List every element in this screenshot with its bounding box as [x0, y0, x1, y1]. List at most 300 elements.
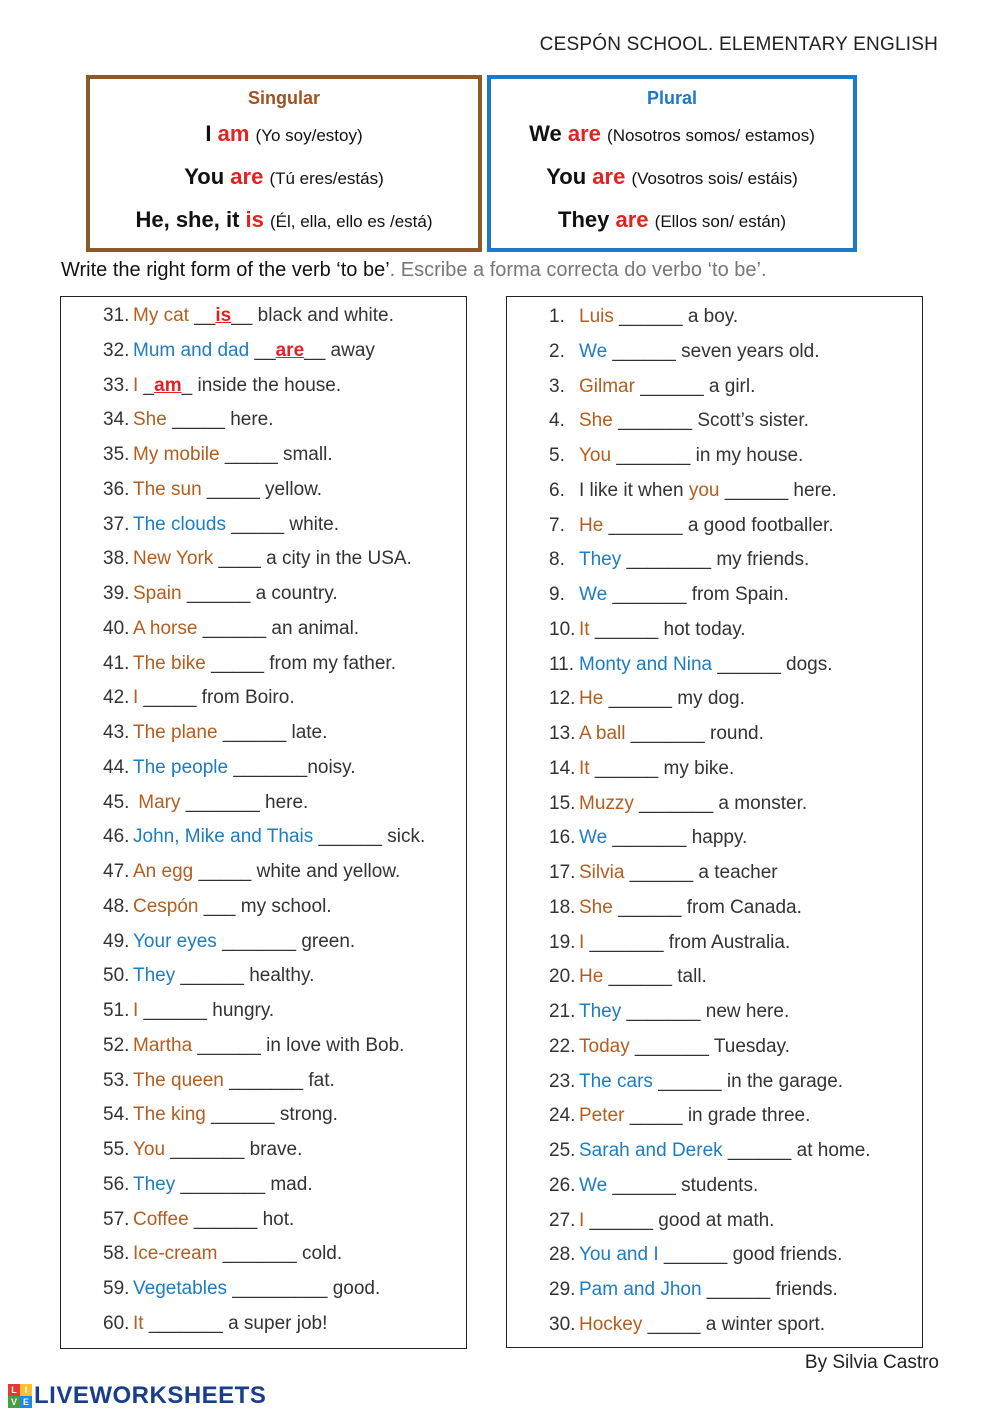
- exercise-item: [103, 1031, 404, 1061]
- exercise-text: a good footballer.: [682, 514, 834, 536]
- exercise-number: 38.: [103, 548, 130, 570]
- exercise-subject: We: [579, 1174, 608, 1196]
- exercise-text: in the garage.: [721, 1070, 844, 1092]
- exercise-number: 20.: [549, 966, 576, 988]
- verb: am: [217, 121, 250, 146]
- exercise-text: green.: [296, 930, 356, 952]
- exercise-text: dogs.: [780, 653, 833, 675]
- singular-grammar-box: [86, 75, 482, 252]
- exercise-subject: Today: [579, 1035, 630, 1057]
- answer-blank[interactable]: ______: [722, 1140, 792, 1161]
- exercise-item: [103, 1170, 313, 1200]
- exercise-item: [549, 1101, 810, 1131]
- exercise-text: my friends.: [711, 549, 810, 571]
- exercise-text: at home.: [791, 1140, 871, 1161]
- exercise-number: 10.: [549, 618, 576, 640]
- exercise-item: [103, 440, 333, 470]
- exercise-subject: They: [579, 1001, 622, 1022]
- exercise-text: a teacher: [693, 862, 778, 883]
- answer-blank[interactable]: _____: [225, 513, 285, 535]
- answer-blank[interactable]: _______: [607, 584, 687, 605]
- exercise-text: Tuesday.: [708, 1035, 790, 1057]
- exercise-item: [549, 719, 764, 749]
- grammar-row: [491, 198, 853, 241]
- answer-blank[interactable]: _______: [612, 410, 693, 432]
- verb: are: [230, 164, 264, 189]
- exercise-text: yellow.: [259, 478, 323, 500]
- answer-blank[interactable]: _____: [138, 687, 197, 709]
- exercise-text: a boy.: [682, 306, 739, 327]
- answer-blank[interactable]: _______: [603, 514, 683, 536]
- exercise-item: [549, 615, 746, 645]
- exercise-subject: Sarah and Derek: [579, 1140, 723, 1161]
- exercise-subject: Hockey: [579, 1313, 643, 1335]
- exercise-number: 58.: [103, 1243, 130, 1265]
- answer-blank[interactable]: ______: [613, 306, 683, 327]
- exercise-item: [549, 406, 809, 436]
- exercise-number: 37.: [103, 513, 130, 535]
- pronoun: You: [184, 164, 225, 189]
- instruction-spanish: . Escribe a forma correcta do verbo ‘to be’.: [389, 259, 767, 281]
- exercise-subject: They: [133, 965, 176, 987]
- exercise-text: inside the house.: [192, 374, 342, 396]
- exercise-subject: A ball: [579, 723, 626, 744]
- exercise-number: 60.: [103, 1312, 130, 1334]
- grammar-row: [90, 198, 478, 241]
- exercise-number: 22.: [549, 1035, 576, 1057]
- exercise-text: in love with Bob.: [260, 1034, 405, 1056]
- exercise-text: a monster.: [713, 792, 808, 814]
- pronoun: We: [529, 121, 562, 146]
- exercise-subject: The cars: [579, 1070, 653, 1092]
- answer-blank[interactable]: ______: [701, 1279, 771, 1300]
- exercise-subject: Mary: [133, 791, 181, 813]
- answer-blank[interactable]: _____: [624, 1105, 683, 1127]
- exercise-text: tall.: [671, 966, 707, 988]
- answer-blank[interactable]: ______: [197, 617, 267, 639]
- exercise-subject: You: [133, 1139, 166, 1160]
- exercise-subject: My mobile: [133, 444, 220, 465]
- answer-blank[interactable]: ______: [634, 375, 704, 397]
- answer-blank[interactable]: _____: [201, 478, 260, 500]
- exercise-number: 50.: [103, 965, 130, 987]
- exercise-item: [103, 475, 322, 505]
- translation: (Él, ella, ello es /está): [270, 212, 433, 231]
- answer-blank[interactable]: _______: [228, 756, 308, 778]
- author-credit: By Silvia Castro: [804, 1352, 939, 1373]
- exercise-number: 16.: [549, 827, 576, 849]
- exercise-subject: She: [133, 409, 167, 431]
- exercise-number: 33.: [103, 374, 130, 396]
- exercise-number: 1.: [549, 306, 565, 327]
- exercise-item: [549, 893, 802, 923]
- exercise-item: [549, 928, 790, 958]
- exercise-item: [549, 1275, 838, 1305]
- exercise-subject: The clouds: [133, 513, 226, 535]
- pronoun: I: [205, 121, 212, 146]
- exercise-text: cold.: [296, 1243, 343, 1265]
- exercise-number: 15.: [549, 792, 576, 814]
- exercise-text: friends.: [770, 1279, 838, 1300]
- exercise-number: 46.: [103, 826, 130, 848]
- exercise-item: [103, 336, 375, 366]
- exercise-item: [549, 789, 807, 819]
- exercise-item: [549, 545, 809, 575]
- grammar-row: [90, 112, 478, 155]
- exercise-subject: Pam and Jhon: [579, 1279, 702, 1300]
- exercise-item: [103, 1309, 327, 1339]
- exercise-number: 31.: [103, 305, 130, 326]
- exercise-item: [549, 1032, 790, 1062]
- answer-blank[interactable]: ______: [188, 1208, 258, 1230]
- exercise-number: 55.: [103, 1139, 130, 1160]
- answer-blank[interactable]: _______: [217, 1243, 297, 1265]
- exercise-number: 40.: [103, 617, 130, 639]
- answer-blank[interactable]: _: [138, 374, 155, 396]
- exercise-text: in grade three.: [682, 1105, 811, 1127]
- exercise-text: Scott’s sister.: [692, 410, 809, 432]
- exercise-text: a girl.: [703, 375, 756, 397]
- grammar-row: [90, 155, 478, 198]
- exercise-number: 51.: [103, 1000, 130, 1021]
- exercise-column-left: [60, 296, 467, 1349]
- exercise-item: [549, 372, 755, 402]
- verb: are: [567, 121, 601, 146]
- exercise-text: a city in the USA.: [260, 548, 412, 570]
- answer-blank[interactable]: _______: [629, 1035, 709, 1057]
- answer-blank[interactable]: _______: [584, 931, 664, 953]
- exercise-text: brave.: [244, 1139, 303, 1160]
- exercise-text: good friends.: [727, 1244, 843, 1266]
- exercise-item: [103, 614, 359, 644]
- exercise-item: [549, 823, 747, 853]
- answer-blank[interactable]: ______: [205, 1104, 275, 1126]
- exercise-number: 29.: [549, 1279, 576, 1300]
- answer-blank[interactable]: ___: [198, 895, 236, 917]
- exercise-item: [103, 579, 338, 609]
- exercise-text: white.: [284, 513, 339, 535]
- answer-blank[interactable]: ______: [607, 340, 676, 362]
- answer-blank[interactable]: _______: [143, 1312, 223, 1334]
- answer-blank[interactable]: ______: [658, 1244, 728, 1266]
- answer-blank[interactable]: ______: [584, 1209, 653, 1231]
- exercise-item: [103, 649, 396, 679]
- liveworksheets-logo: [8, 1383, 266, 1409]
- exercise-item: [549, 441, 803, 471]
- exercise-subject: We: [579, 584, 608, 605]
- answer-blank[interactable]: ______: [192, 1034, 261, 1056]
- exercise-subject: Luis: [579, 306, 614, 327]
- translation: (Tú eres/estás): [269, 169, 384, 188]
- exercise-subject: Monty and Nina: [579, 653, 713, 675]
- answer-blank[interactable]: ______: [712, 653, 781, 675]
- exercise-item: [103, 1100, 338, 1130]
- exercise-number: 59.: [103, 1278, 130, 1299]
- exercise-item: [103, 510, 339, 540]
- answer-blank[interactable]: ______: [652, 1070, 722, 1092]
- exercise-text: happy.: [686, 827, 748, 849]
- answer-blank[interactable]: _______: [216, 930, 297, 952]
- exercise-text: strong.: [274, 1104, 338, 1126]
- exercise-text: round.: [704, 723, 764, 744]
- answer-blank[interactable]: ______: [589, 757, 659, 779]
- answer-blank[interactable]: ______: [624, 862, 694, 883]
- exercise-text: here.: [788, 479, 837, 501]
- exercise-subject: We: [579, 827, 608, 849]
- verb: are: [615, 207, 649, 232]
- translation: (Nosotros somos/ estamos): [607, 126, 815, 145]
- exercise-text: I like it when: [579, 479, 689, 501]
- exercise-number: 53.: [103, 1069, 130, 1091]
- verb: is: [245, 207, 264, 232]
- answer-blank[interactable]: ______: [138, 1000, 207, 1021]
- answer-blank[interactable]: _______: [607, 827, 687, 849]
- exercise-text: good at math.: [652, 1209, 775, 1231]
- exercise-text: from Canada.: [681, 896, 802, 918]
- translation: (Yo soy/estoy): [255, 126, 363, 145]
- grammar-row: [491, 155, 853, 198]
- exercise-subject: New York: [133, 548, 214, 570]
- answer-blank[interactable]: ________: [621, 549, 712, 571]
- exercise-subject: Martha: [133, 1034, 193, 1056]
- exercise-subject: I: [579, 1209, 585, 1231]
- exercise-text: hot.: [257, 1208, 295, 1230]
- exercise-text: my school.: [235, 895, 332, 917]
- answer-blank[interactable]: __: [304, 339, 326, 361]
- exercise-subject: The bike: [133, 652, 206, 674]
- filled-answer[interactable]: is: [215, 305, 232, 326]
- exercise-item: [103, 1274, 380, 1304]
- logo-text: LIVEWORKSHEETS: [34, 1382, 267, 1409]
- exercise-item: [549, 337, 820, 367]
- exercise-text: mad.: [265, 1173, 313, 1195]
- exercise-number: 47.: [103, 861, 130, 882]
- exercise-item: [103, 1135, 302, 1165]
- exercise-item: [103, 1239, 342, 1269]
- exercise-item: [103, 857, 400, 887]
- answer-blank[interactable]: ____: [213, 548, 261, 570]
- answer-blank[interactable]: _______: [223, 1069, 304, 1091]
- exercise-item: [549, 1136, 871, 1166]
- exercise-number: 5.: [549, 445, 565, 466]
- exercise-item: [103, 405, 274, 435]
- pronoun: He, she, it: [135, 207, 240, 232]
- exercise-text: from Spain.: [686, 584, 789, 605]
- logo-letter: L: [8, 1384, 20, 1396]
- translation: (Ellos son/ están): [654, 212, 786, 231]
- answer-blank[interactable]: __: [249, 339, 276, 361]
- grammar-row: [491, 112, 853, 155]
- exercise-text: an animal.: [266, 617, 360, 639]
- school-header: CESPÓN SCHOOL. ELEMENTARY ENGLISH: [539, 34, 938, 55]
- exercise-subject: Cespón: [133, 895, 199, 917]
- exercise-item: [549, 962, 707, 992]
- exercise-subject: An egg: [133, 861, 194, 882]
- exercise-text: sick.: [381, 826, 426, 848]
- exercise-item: [103, 544, 412, 574]
- exercise-subject: You and I: [579, 1244, 659, 1266]
- exercise-number: 49.: [103, 930, 130, 952]
- exercise-number: 30.: [549, 1313, 576, 1335]
- exercise-text: here.: [224, 409, 274, 431]
- pronoun: You: [546, 164, 587, 189]
- exercise-item: [103, 371, 341, 401]
- exercise-number: 6.: [549, 479, 565, 501]
- exercise-subject: Coffee: [133, 1208, 189, 1230]
- exercise-number: 21.: [549, 1001, 576, 1022]
- exercise-text: away: [325, 339, 375, 361]
- exercise-subject: He: [579, 688, 604, 710]
- exercise-item: [549, 476, 837, 506]
- logo-letter: I: [20, 1384, 32, 1396]
- exercise-item: [549, 1310, 825, 1340]
- filled-answer[interactable]: am: [154, 374, 182, 396]
- answer-blank[interactable]: _______: [621, 1001, 701, 1022]
- exercise-number: 34.: [103, 409, 130, 431]
- exercise-text: noisy.: [307, 756, 356, 778]
- answer-blank[interactable]: _______: [611, 445, 691, 466]
- exercise-subject: Spain: [133, 583, 182, 604]
- exercise-number: 14.: [549, 757, 576, 779]
- exercise-number: 27.: [549, 1209, 576, 1231]
- exercise-subject: It: [579, 618, 590, 640]
- answer-blank[interactable]: _____: [166, 409, 225, 431]
- exercise-item: [549, 650, 833, 680]
- exercise-item: [103, 822, 425, 852]
- exercise-subject: She: [579, 410, 613, 432]
- exercise-number: 25.: [549, 1140, 576, 1161]
- exercise-number: 26.: [549, 1174, 576, 1196]
- answer-blank[interactable]: _____: [219, 444, 278, 465]
- exercise-number: 48.: [103, 895, 130, 917]
- exercise-number: 57.: [103, 1208, 130, 1230]
- exercise-number: 45.: [103, 791, 130, 813]
- exercise-number: 35.: [103, 444, 130, 465]
- answer-blank[interactable]: ______: [603, 688, 672, 710]
- exercise-subject: Gilmar: [579, 375, 635, 397]
- plural-grammar-box: [487, 75, 857, 252]
- exercise-text: from Boiro.: [196, 687, 295, 709]
- exercise-number: 39.: [103, 583, 130, 604]
- exercise-subject: They: [133, 1173, 176, 1195]
- exercise-text: seven years old.: [675, 340, 820, 362]
- exercise-text: new here.: [700, 1001, 790, 1022]
- answer-blank[interactable]: ______: [589, 618, 659, 640]
- instruction: [61, 259, 767, 282]
- answer-blank[interactable]: ______: [603, 966, 672, 988]
- exercise-subject: She: [579, 896, 613, 918]
- answer-blank[interactable]: ______: [719, 479, 789, 501]
- logo-letter: V: [8, 1396, 20, 1408]
- exercise-subject: Peter: [579, 1105, 625, 1127]
- exercise-subject: I: [133, 374, 139, 396]
- exercise-number: 24.: [549, 1105, 576, 1127]
- exercise-text: from my father.: [264, 652, 396, 674]
- answer-blank[interactable]: ______: [607, 1174, 676, 1196]
- exercise-item: [103, 1205, 294, 1235]
- answer-blank[interactable]: ______: [217, 722, 287, 743]
- exercise-subject: The queen: [133, 1069, 224, 1091]
- singular-title: Singular: [247, 88, 320, 108]
- answer-blank[interactable]: __: [188, 305, 216, 326]
- answer-blank[interactable]: _____: [642, 1313, 701, 1335]
- exercise-subject: Ice-cream: [133, 1243, 218, 1265]
- answer-blank[interactable]: _: [181, 374, 193, 396]
- exercise-text: my dog.: [671, 688, 745, 710]
- answer-blank[interactable]: _____: [205, 652, 264, 674]
- exercise-number: 18.: [549, 896, 576, 918]
- exercise-subject: The sun: [133, 478, 202, 500]
- answer-blank[interactable]: _____: [193, 861, 252, 882]
- answer-blank[interactable]: ______: [313, 826, 382, 848]
- exercise-number: 19.: [549, 931, 576, 953]
- exercise-number: 12.: [549, 688, 576, 710]
- answer-blank[interactable]: _________: [227, 1278, 328, 1299]
- exercise-subject: Silvia: [579, 862, 625, 883]
- translation: (Vosotros sois/ estáis): [631, 169, 798, 188]
- exercise-text: a super job!: [222, 1312, 328, 1334]
- exercise-subject: It: [133, 1312, 144, 1334]
- exercise-subject: Muzzy: [579, 792, 634, 814]
- exercise-number: 32.: [103, 339, 130, 361]
- logo-letter: E: [20, 1396, 32, 1408]
- answer-blank[interactable]: _______: [180, 791, 260, 813]
- answer-blank[interactable]: ______: [175, 965, 244, 987]
- exercise-number: 11.: [549, 653, 575, 675]
- exercise-subject: The people: [133, 756, 229, 778]
- exercise-subject: He: [579, 514, 604, 536]
- exercise-subject: You: [579, 445, 612, 466]
- exercise-number: 52.: [103, 1034, 130, 1056]
- exercise-text: here.: [259, 791, 309, 813]
- exercise-text: black and white.: [252, 305, 394, 326]
- exercise-text: fat.: [303, 1069, 335, 1091]
- exercise-subject: We: [579, 340, 608, 362]
- exercise-subject: I: [133, 687, 139, 709]
- exercise-number: 9.: [549, 584, 565, 605]
- exercise-text: in my house.: [690, 445, 804, 466]
- exercise-subject: John, Mike and Thais: [133, 826, 314, 848]
- exercise-item: [103, 1066, 335, 1096]
- logo-icon: [8, 1384, 32, 1408]
- exercise-number: 3.: [549, 375, 565, 397]
- exercise-text: students.: [675, 1174, 759, 1196]
- exercise-number: 13.: [549, 723, 576, 744]
- answer-blank[interactable]: __: [231, 305, 253, 326]
- exercise-item: [549, 580, 789, 610]
- exercise-subject: I: [133, 1000, 139, 1021]
- exercise-number: 43.: [103, 722, 130, 743]
- exercise-item: [103, 961, 314, 991]
- answer-blank[interactable]: ______: [181, 583, 251, 604]
- exercise-item: [549, 1240, 842, 1270]
- exercise-item: [549, 302, 738, 332]
- exercise-text: late.: [286, 722, 328, 743]
- answer-blank[interactable]: ______: [612, 896, 682, 918]
- exercise-number: 17.: [549, 862, 576, 883]
- exercise-subject: They: [579, 549, 622, 571]
- exercise-item: [103, 788, 308, 818]
- exercise-item: [549, 997, 789, 1027]
- filled-answer[interactable]: are: [275, 339, 305, 361]
- answer-blank[interactable]: _______: [625, 723, 705, 744]
- exercise-number: 56.: [103, 1173, 130, 1195]
- exercise-column-right: [506, 296, 923, 1348]
- answer-blank[interactable]: _______: [165, 1139, 245, 1160]
- answer-blank[interactable]: ________: [175, 1173, 266, 1195]
- answer-blank[interactable]: _______: [633, 792, 714, 814]
- plural-title: Plural: [646, 88, 698, 108]
